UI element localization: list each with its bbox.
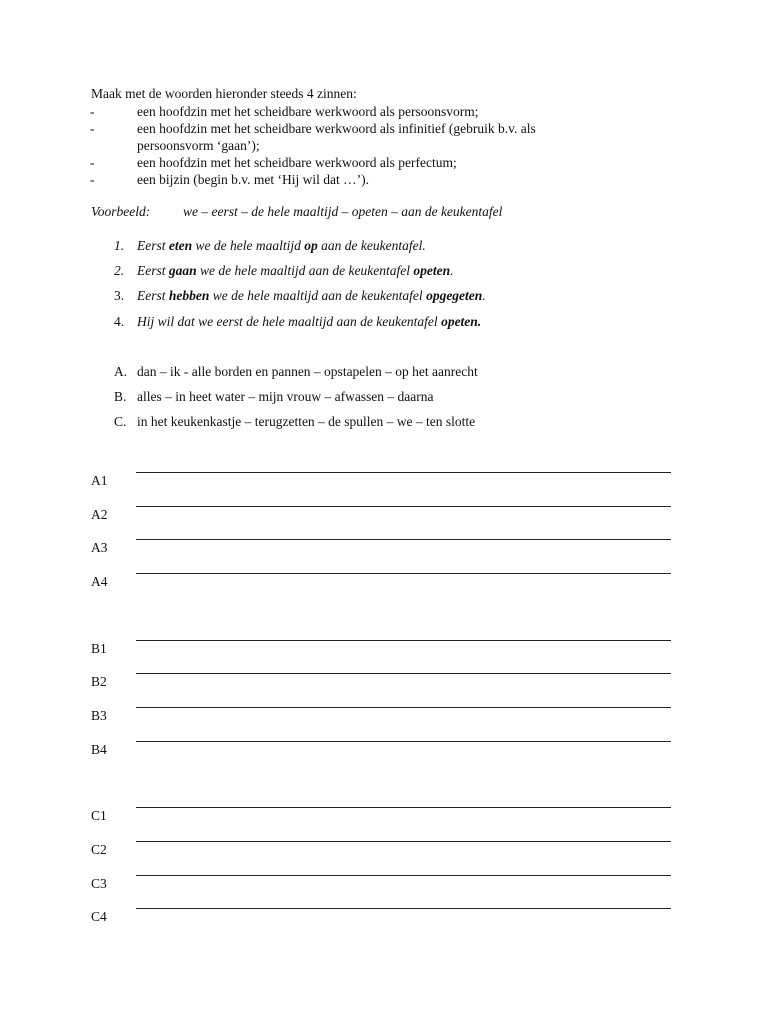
sentence-part: Eerst	[137, 238, 169, 253]
example-number: 3.	[114, 288, 125, 303]
instruction-bullet: -	[90, 172, 95, 187]
instruction-text: persoonsvorm ‘gaan’);	[137, 138, 260, 153]
answer-line[interactable]	[136, 807, 671, 808]
sentence-part: Eerst	[137, 263, 169, 278]
instruction-bullet: -	[90, 104, 95, 119]
example-number: 2.	[114, 263, 125, 278]
answer-line[interactable]	[136, 573, 671, 574]
instruction-text: een hoofdzin met het scheidbare werkwoord als perfectum;	[137, 155, 457, 170]
answer-label: A4	[91, 574, 108, 589]
example-number: 1.	[114, 238, 125, 253]
answer-label: C1	[91, 808, 107, 823]
instruction-text: een hoofdzin met het scheidbare werkwoord als infinitief (gebruik b.v. als	[137, 121, 536, 136]
example-words: we – eerst – de hele maaltijd – opeten – aan de keukentafel	[183, 204, 503, 219]
instruction-bullet: -	[90, 155, 95, 170]
answer-line[interactable]	[136, 908, 671, 909]
intro-text: Maak met de woorden hieronder steeds 4 zinnen:	[91, 86, 357, 101]
sentence-bold-verb: opeten	[413, 263, 451, 278]
answer-label: B3	[91, 708, 107, 723]
answer-line[interactable]	[136, 841, 671, 842]
answer-label: B2	[91, 674, 107, 689]
answer-line[interactable]	[136, 673, 671, 674]
instruction-bullet: -	[90, 121, 95, 136]
instruction-text: een hoofdzin met het scheidbare werkwoord als persoonsvorm;	[137, 104, 479, 119]
answer-line[interactable]	[136, 640, 671, 641]
answer-line[interactable]	[136, 707, 671, 708]
answer-label: A3	[91, 540, 108, 555]
exercise-words: dan – ik - alle borden en pannen – opstapelen – op het aanrecht	[137, 364, 478, 379]
sentence-part: Eerst	[137, 288, 169, 303]
answer-line[interactable]	[136, 472, 671, 473]
answer-label: C3	[91, 876, 107, 891]
exercise-words: alles – in heet water – mijn vrouw – afwassen – daarna	[137, 389, 434, 404]
sentence-bold-verb: gaan	[168, 263, 197, 278]
sentence-part: aan de keukentafel.	[317, 238, 426, 253]
sentence-bold-verb: opgegeten	[426, 288, 483, 303]
answer-line[interactable]	[136, 539, 671, 540]
sentence-part: we de hele maaltijd	[192, 238, 305, 253]
exercise-words: in het keukenkastje – terugzetten – de spullen – we – ten slotte	[137, 414, 476, 429]
exercise-letter: C.	[114, 414, 127, 429]
sentence-part: .	[482, 288, 486, 303]
answer-line[interactable]	[136, 506, 671, 507]
sentence-part: we de hele maaltijd aan de keukentafel	[209, 288, 427, 303]
exercise-letter: A.	[114, 364, 128, 379]
sentence-bold-verb: eten	[168, 238, 193, 253]
instruction-text: een bijzin (begin b.v. met ‘Hij wil dat …’).	[137, 172, 369, 187]
example-number: 4.	[114, 314, 125, 329]
sentence-part: we de hele maaltijd aan de keukentafel	[196, 263, 414, 278]
answer-label: A2	[91, 507, 108, 522]
answer-label: C2	[91, 842, 107, 857]
sentence-bold-particle: op	[304, 238, 318, 253]
sentence-bold-verb: opeten.	[441, 314, 482, 329]
example-label: Voorbeeld:	[91, 204, 151, 219]
answer-label: C4	[91, 909, 107, 924]
sentence-part: .	[450, 263, 454, 278]
answer-label: A1	[91, 473, 108, 488]
sentence-part: Hij wil dat we eerst de hele maaltijd aan de keukentafel	[137, 314, 442, 329]
answer-line[interactable]	[136, 741, 671, 742]
exercise-letter: B.	[114, 389, 127, 404]
answer-line[interactable]	[136, 875, 671, 876]
sentence-bold-verb: hebben	[168, 288, 210, 303]
answer-label: B1	[91, 641, 107, 656]
answer-label: B4	[91, 742, 107, 757]
